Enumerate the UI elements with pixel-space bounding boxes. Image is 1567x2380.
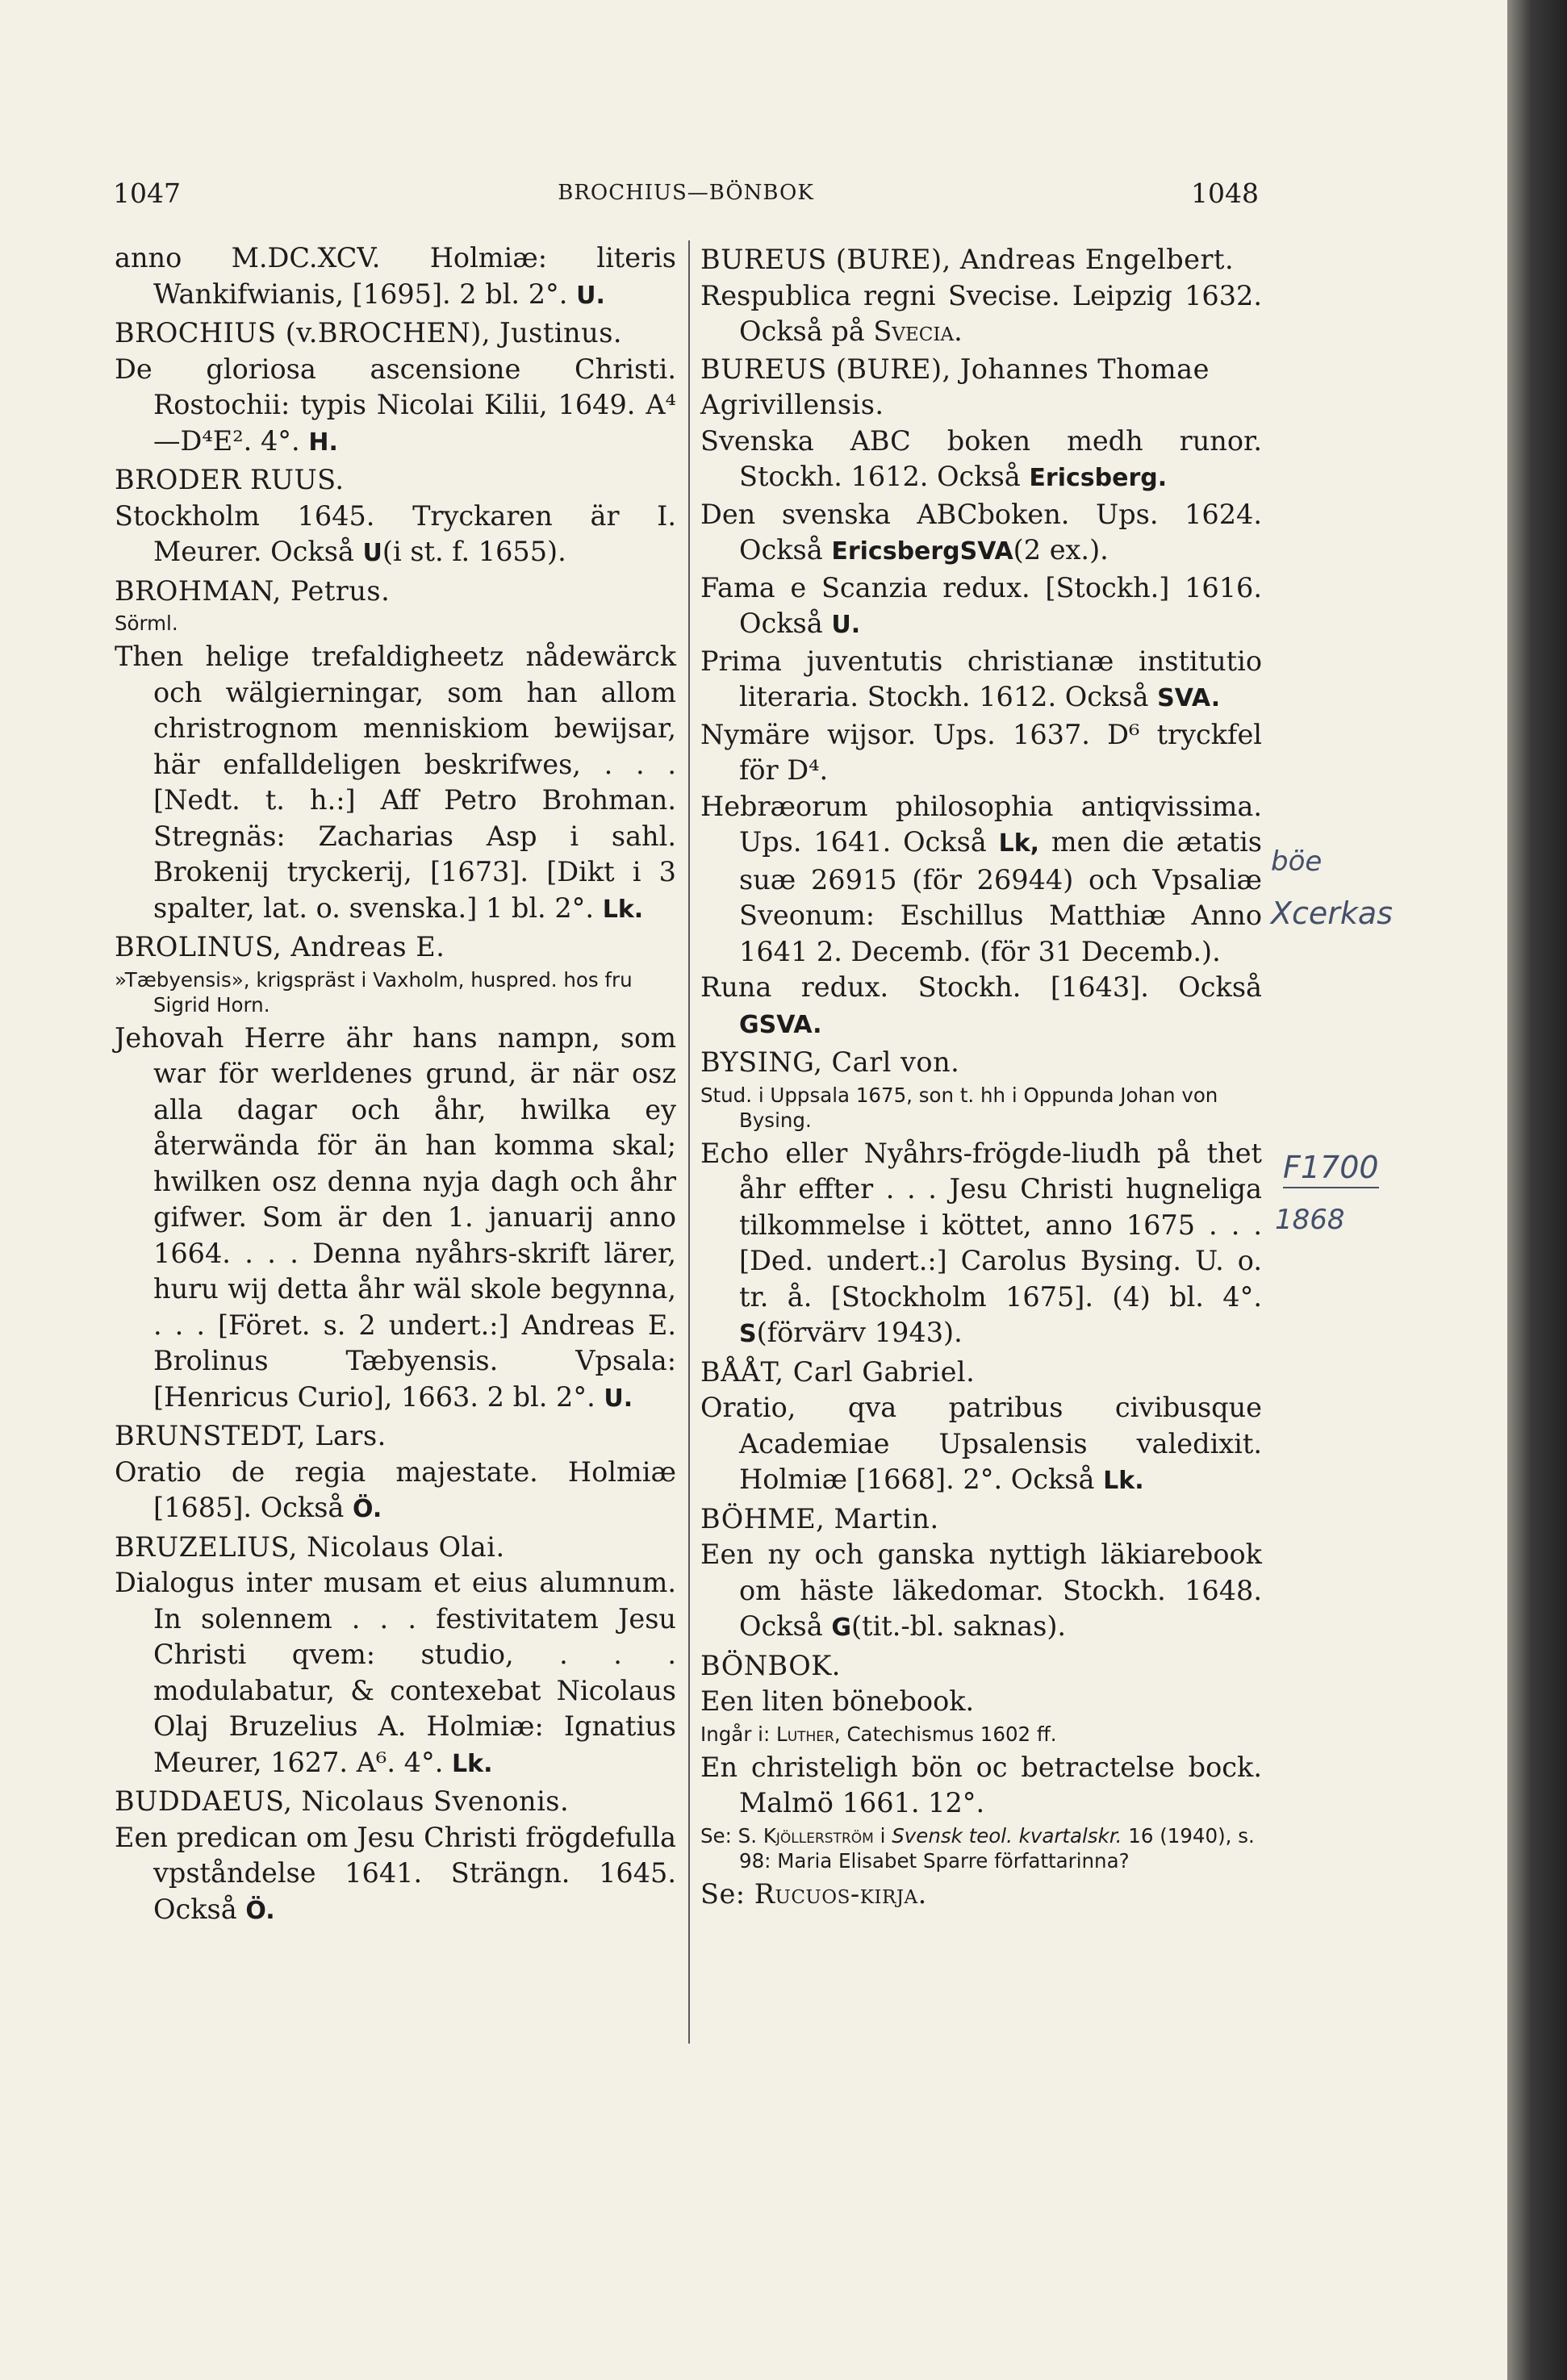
entry-heading: BRUZELIUS, Nicolaus Olai.	[115, 1530, 505, 1563]
entry-note: Ingår i: Luther, Catechismus 1602 ff.	[700, 1722, 1057, 1746]
entry-heading: BRODER RUUS.	[115, 464, 345, 495]
entry-heading: BUREUS (BURE), Johannes Thomae Agrivillensis.	[700, 353, 1210, 420]
entry-heading: BYSING, Carl von.	[700, 1046, 960, 1078]
handwritten-note: Xcerkas	[1271, 896, 1394, 931]
entry-text: Oratio de regia majestate. Holmiæ [1685]. Också Ö.	[115, 1455, 676, 1523]
entry-note: Stud. i Uppsala 1675, son t. hh i Oppunda Johan von Bysing.	[700, 1083, 1218, 1132]
entry-text: Een liten bönebook.	[700, 1685, 975, 1717]
entry-text: De gloriosa ascensione Christi. Rostochii: typis Nicolai Kilii, 1649. A⁴—D⁴E². 4°. H.	[115, 353, 676, 457]
entry-text: Prima juventutis christianæ institutio literaria. Stockh. 1612. Också SVA.	[700, 645, 1262, 712]
book-edge	[1507, 0, 1567, 2380]
entry-text: Echo eller Nyåhrs-frögde-liudh på thet åhr effter . . . Jesu Christi hugneliga tilkommelse i köttet, anno 1675 . . . [Ded. undert.:] Carolus Bysing. U. o. tr. å. [Stockholm 1675]. (4) bl. 4°. S(förvärv 1943).	[700, 1137, 1262, 1348]
entry-heading: Se: Rucuos-kirja.	[700, 1877, 927, 1910]
handwritten-note: 1868	[1275, 1204, 1345, 1236]
entry-heading: BROCHIUS (v.BROCHEN), Justinus.	[115, 317, 623, 349]
entry-text: Jehovah Herre ähr hans nampn, som war för werldenes grund, är när osz alla dagar och åhr, hwilka ey återwända för än han komma skal; hwilken osz denna nyja dagh och åhr gifwer. Som är den 1. januarij anno 1664. . . . Denna nyåhrs-skrift lärer, huru wij detta åhr wäl skole begynna, . . . [Föret. s. 2 undert.:] Andreas E. Brolinus Tæbyensis. Vpsala: [Henricus Curio], 1663. 2 bl. 2°. U.	[115, 1021, 676, 1413]
entry-text: Den svenska ABCboken. Ups. 1624. Också EricsbergSVA(2 ex.).	[700, 498, 1262, 566]
entry-text: Hebræorum philosophia antiqvissima. Ups. 1641. Också Lk, men die ætatis suæ 26915 (för 26944) och Vpsaliæ Sveonum: Eschillus Matthiæ Anno 1641 2. Decemb. (för 31 Decemb.).	[700, 790, 1262, 967]
right-column	[700, 240, 1262, 1912]
entry-heading: BUDDAEUS, Nicolaus Svenonis.	[115, 1785, 570, 1817]
entry-note: »Tæbyensis», krigspräst i Vaxholm, huspred. hos fru Sigrid Horn.	[115, 967, 633, 1017]
entry-text: En christeligh bön oc betractelse bock. Malmö 1661. 12°.	[700, 1751, 1262, 1818]
column-divider	[688, 240, 690, 2044]
entry-text: Dialogus inter musam et eius alumnum. In solennem . . . festivitatem Jesu Christi qvem: studio, . . . modulabatur, & contexebat Nicolaus Olaj Bruzelius A. Holmiæ: Ignatius Meurer, 1627. A⁶. 4°. Lk.	[115, 1567, 676, 1778]
entry-note: Sörml.	[115, 612, 178, 635]
entry-text: Then helige trefaldigheetz nådewärck och wälgierningar, som han allom christrognom menniskiom bewijsar, här enfalldeligen beskrifwes, . . . [Nedt. t. h.:] Aff Petro Brohman. Stregnäs: Zacharias Asp i sahl. Brokenij tryckerij, [1673]. [Dikt i 3 spalter, lat. o. svenska.] 1 bl. 2°. Lk.	[115, 641, 676, 924]
handwritten-note: F1700	[1283, 1150, 1379, 1188]
entry-heading: BROLINUS, Andreas E.	[115, 931, 445, 962]
entry-heading: BROHMAN, Petrus.	[115, 574, 391, 607]
entry-heading: BÅÅT, Carl Gabriel.	[700, 1355, 976, 1388]
entry-text: Respublica regni Svecise. Leipzig 1632. Också på Svecia.	[700, 279, 1262, 347]
running-header	[113, 177, 1259, 210]
entry-text: Een ny och ganska nyttigh läkiarebook om häste läkedomar. Stockh. 1648. Också G(tit.-bl. saknas).	[700, 1539, 1262, 1642]
right-page-number: 1048	[1191, 177, 1259, 209]
entry-text: Runa redux. Stockh. [1643]. Också GSVA.	[700, 971, 1262, 1039]
entry-text: Svenska ABC boken medh runor. Stockh. 1612. Också Ericsberg.	[700, 424, 1262, 492]
entry-text: Fama e Scanzia redux. [Stockh.] 1616. Också U.	[700, 571, 1262, 639]
entry-text: Nymäre wijsor. Ups. 1637. D⁶ tryckfel för D⁴.	[700, 718, 1262, 786]
running-title: BROCHIUS—BÖNBOK	[558, 181, 814, 205]
left-column	[115, 240, 676, 1929]
entry-heading: BÖNBOK.	[700, 1649, 841, 1681]
left-page-number: 1047	[113, 177, 181, 209]
entry-note: Se: S. Kjöllerström i Svensk teol. kvartalskr. 16 (1940), s. 98: Maria Elisabet Sparre författarinna?	[700, 1823, 1255, 1873]
entry-heading: BUREUS (BURE), Andreas Engelbert.	[700, 244, 1235, 275]
entry-text: Een predican om Jesu Christi frögdefulla vpståndelse 1641. Strängn. 1645. Också Ö.	[115, 1821, 676, 1925]
entry-text: anno M.DC.XCV. Holmiæ: literis Wankifwianis, [1695]. 2 bl. 2°. U.	[115, 242, 676, 310]
entry-heading: BÖHME, Martin.	[700, 1502, 939, 1534]
entry-heading: BRUNSTEDT, Lars.	[115, 1420, 387, 1451]
entry-text: Oratio, qva patribus civibusque Academiae Upsalensis valedixit. Holmiæ [1668]. 2°. Också Lk.	[700, 1392, 1262, 1495]
handwritten-note: böe	[1271, 846, 1323, 878]
entry-text: Stockholm 1645. Tryckaren är I. Meurer. Också U(i st. f. 1655).	[115, 499, 676, 567]
